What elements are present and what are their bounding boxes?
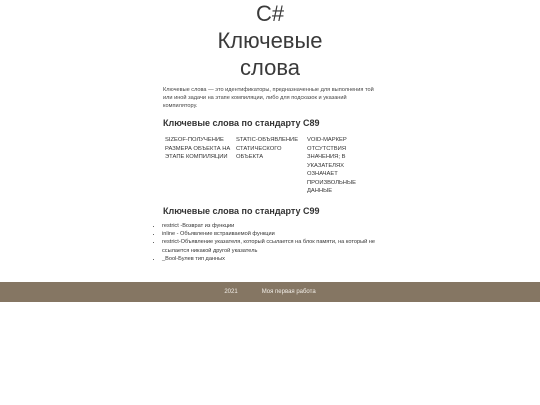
list-item: • inline - Объявление встраиваемой функции bbox=[162, 230, 382, 238]
c99-list bbox=[155, 222, 382, 263]
list-item: • _Bool-Булев тип данных bbox=[162, 255, 382, 263]
intro-paragraph: Ключевые слова — это идентификаторы, предназначенные для выполнения той или иной задачи на этапе компиляции, либо для подсказок и указаний компилятору. bbox=[163, 87, 374, 110]
c89-cell-void: VOID-МАРКЕР ОТСУТСТВИЯ ЗНАЧЕНИЯ; В УКАЗАТЕЛЯХ ОЗНАЧАЕТ ПРОИЗВОЛЬНЫЕ ДАННЫЕ bbox=[307, 137, 356, 194]
title-line-2: Ключевые bbox=[217, 28, 323, 53]
title-line-1: C# bbox=[255, 1, 285, 26]
c89-cell-static: STATIC-ОБЪЯВЛЕНИЕ СТАТИЧЕСКОГО ОБЪЕКТА bbox=[236, 137, 299, 160]
footer-caption: Моя первая работа bbox=[261, 289, 316, 295]
c89-heading: Ключевые слова по стандарту С89 bbox=[163, 118, 320, 128]
c99-heading: Ключевые слова по стандарту С99 bbox=[163, 206, 320, 216]
list-item: • restrict-Объявление указателя, который ссылается на блок памяти, на который не ссылается никакой другой указатель bbox=[162, 238, 382, 254]
page-title bbox=[170, 0, 370, 81]
list-item: • restrict -Возврат из функции bbox=[162, 222, 382, 230]
title-line-3: слова bbox=[240, 55, 300, 80]
footer-year: 2021 bbox=[224, 289, 238, 295]
c89-table bbox=[163, 136, 393, 196]
c89-cell-sizeof: SIZEOF-ПОЛУЧЕНИЕ РАЗМЕРА ОБЪЕКТА НА ЭТАПЕ КОМПИЛЯЦИИ bbox=[165, 137, 231, 160]
footer bbox=[0, 282, 540, 302]
